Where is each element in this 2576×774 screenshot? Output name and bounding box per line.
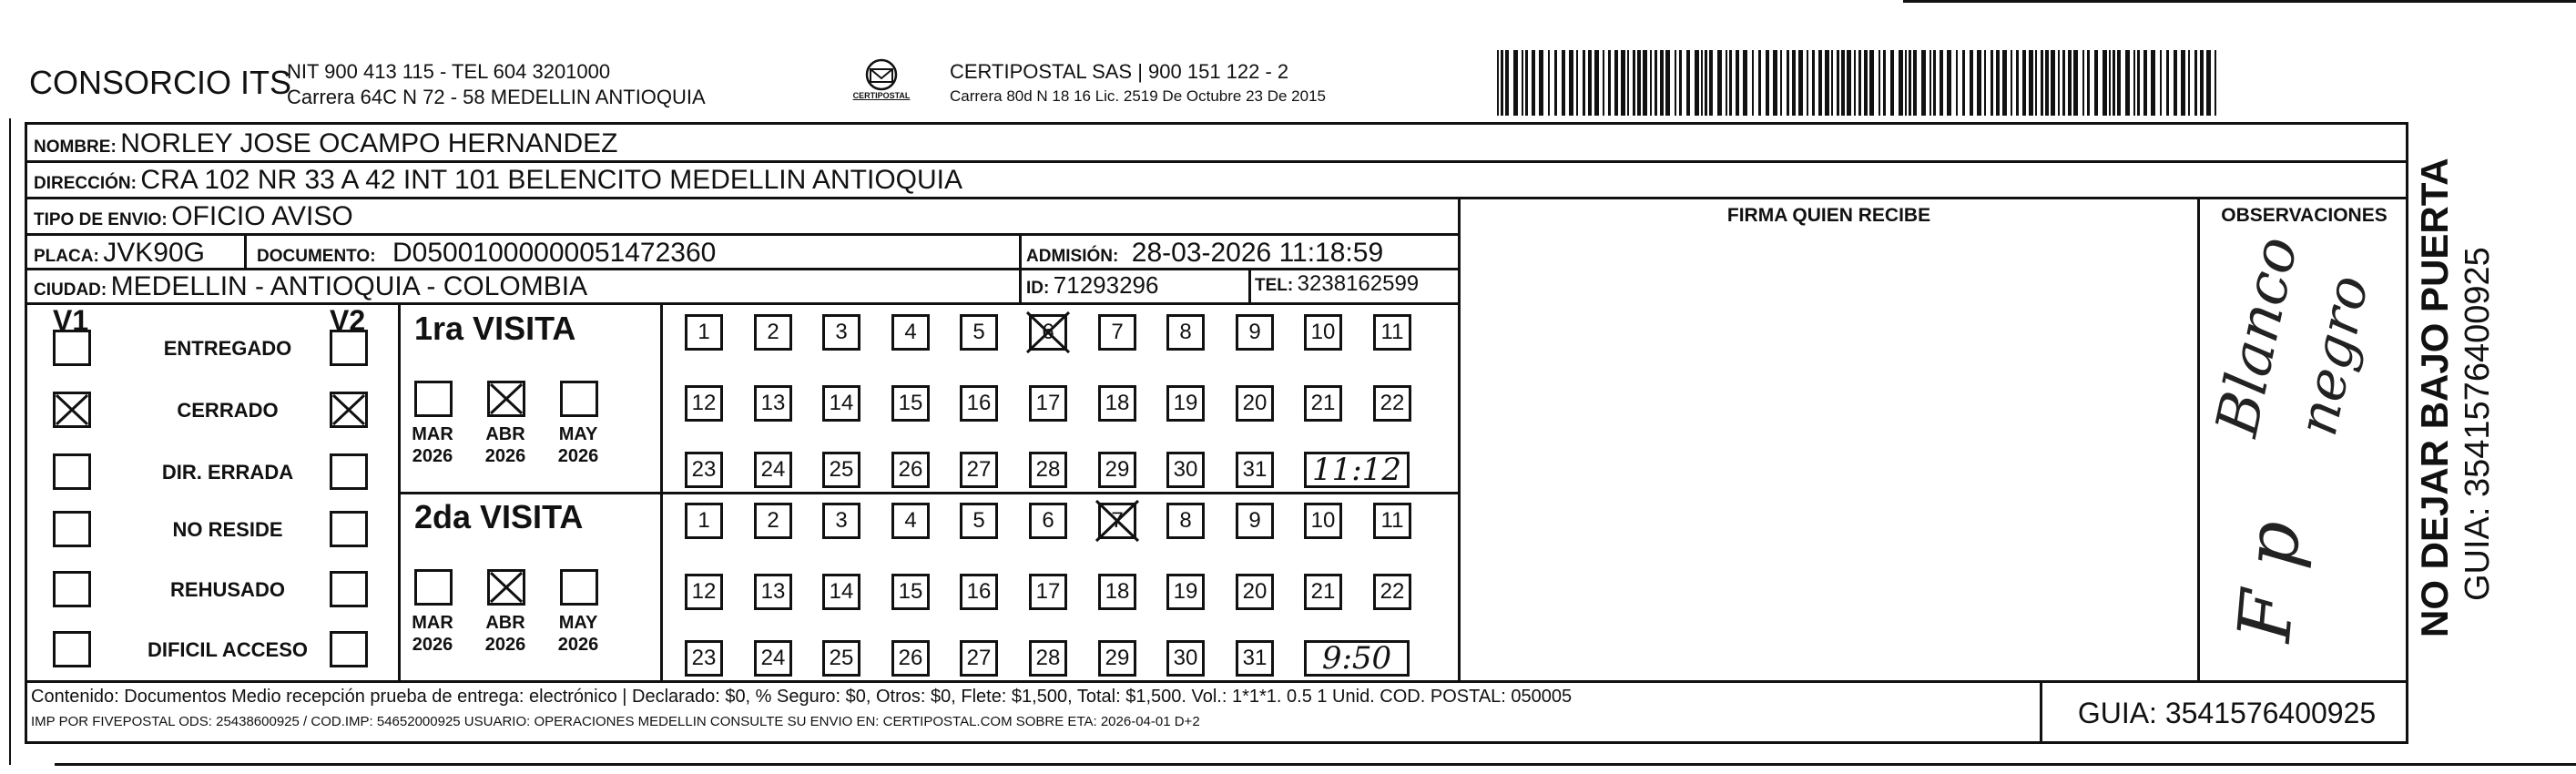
barcode-bar [1701,50,1703,116]
admission-value: 28-03-2026 11:18:59 [1131,238,1384,268]
v1-check-mark [53,392,91,428]
day-cell[interactable]: 5 [960,314,998,351]
day-cell[interactable]: 9 [1236,503,1274,539]
barcode-bar [1497,50,1499,116]
month-checkbox[interactable] [560,569,598,606]
envelope-icon [854,55,909,109]
barcode-bar [1921,50,1926,116]
day-cell[interactable]: 1 [685,503,723,539]
footer-content: Contenido: Documentos Medio recepción prueba de entrega: electrónico | Declarado: $0, % Seguro: $0, Otros: $0, Flete: $1,500, Total: $1,500. Vol.: 1*1*1. 0.5 1 Unid. COD. POSTAL: 050005 [31,687,1573,707]
observations-column-divider [2197,197,2200,680]
footer-guia: GUIA: 3541576400925 [2077,697,2377,729]
day-cell[interactable]: 11 [1373,314,1411,351]
barcode-bar [1913,50,1917,116]
observation-handwriting-1: Blanco [2204,230,2312,443]
day-cell[interactable]: 17 [1029,574,1067,610]
carrier-line-1: CERTIPOSTAL SAS | 900 151 122 - 2 [950,60,1289,83]
visit-time[interactable]: 11:12 [1304,452,1410,488]
day-cell[interactable]: 23 [685,640,723,677]
barcode-bar [2133,50,2135,116]
barcode-bar [1729,50,1732,116]
barcode-bar [1825,50,1829,116]
day-check-mark [1023,309,1073,356]
barcode-bar [1594,50,1599,116]
day-cell[interactable]: 16 [960,385,998,422]
barcode-bar [1864,50,1868,116]
barcode-bar [1837,50,1839,116]
barcode-bar [2041,50,2043,116]
document-value: D05001000000051472360 [392,238,717,268]
month-label: MAR [412,424,453,444]
day-cell[interactable]: 18 [1098,385,1136,422]
barcode-bar [2073,50,2078,116]
month-checkbox[interactable] [414,381,453,417]
barcode-bar [1854,50,1856,116]
day-cell[interactable]: 12 [685,385,723,422]
barcode-bar [1603,50,1604,116]
v2-header: V2 [330,304,366,337]
month-label: ABR [485,613,525,633]
id-label: ID: [1026,279,1050,298]
city-label: CIUDAD: [34,280,107,300]
barcode-bar [1752,50,1754,116]
logo-text: CERTIPOSTAL [852,91,911,100]
day-cell[interactable]: 22 [1373,574,1411,610]
barcode-bar [2181,50,2185,116]
day-cell[interactable]: 25 [822,452,860,488]
v1-checkbox[interactable] [53,330,91,366]
barcode-bar [1709,50,1713,116]
day-cell[interactable]: 9 [1236,314,1274,351]
barcode-bar [1643,50,1647,116]
day-cell[interactable]: 10 [1304,314,1342,351]
day-cell[interactable]: 21 [1304,574,1342,610]
day-cell[interactable]: 30 [1166,640,1205,677]
barcode-bar [2094,50,2098,116]
day-cell[interactable]: 15 [891,574,930,610]
sender-line-2: Carrera 64C N 72 - 58 MEDELLIN ANTIOQUIA [287,86,706,108]
barcode-bar [1991,50,1993,116]
barcode-bar [1548,50,1550,116]
barcode-bar [1686,50,1690,116]
year-label: 2026 [412,635,453,655]
status-label: DIFICIL ACCESO [147,638,308,661]
v2-checkbox[interactable] [330,453,368,490]
barcode-bar [1807,50,1808,116]
barcode-bar [1717,50,1722,116]
barcode-bar [1766,50,1769,116]
status-label: DIR. ERRADA [161,461,294,484]
barcode-bar [1614,50,1618,116]
barcode-bar [1869,50,1874,116]
v1-checkbox[interactable] [53,511,91,547]
day-cell[interactable]: 2 [754,503,792,539]
barcode-bar [1525,50,1528,116]
barcode-bar [1977,50,1981,116]
barcode-bar [1695,50,1699,116]
barcode-bar [1847,50,1851,116]
day-cell[interactable]: 8 [1166,314,1205,351]
v2-checkbox[interactable] [330,330,368,366]
barcode-bar [1513,50,1518,116]
day-cell[interactable]: 21 [1304,385,1342,422]
day-cell[interactable]: 15 [891,385,930,422]
barcode-bar [2160,50,2162,116]
month-check-mark [487,569,525,606]
tel-value: 3238162599 [1297,271,1420,296]
observation-handwriting-2: negro [2286,270,2382,442]
day-cell[interactable]: 14 [822,385,860,422]
sender-line-1: NIT 900 413 115 - TEL 604 3201000 [287,60,611,83]
certipostal-logo [854,55,909,109]
day-cell[interactable]: 22 [1373,385,1411,422]
barcode-bar [2062,50,2065,116]
month-label: MAR [412,613,453,633]
v1-checkbox[interactable] [53,631,91,667]
day-cell[interactable]: 17 [1029,385,1067,422]
day-cell[interactable]: 7 [1098,314,1136,351]
barcode-bar [1841,50,1845,116]
day-cell[interactable]: 28 [1029,452,1067,488]
barcode-bar [2151,50,2155,116]
barcode-bar [1970,50,1973,116]
barcode-bar [1633,50,1635,116]
v2-check-mark [330,392,368,428]
admission-label: ADMISIÓN: [1026,247,1119,266]
barcode-bar [2035,50,2037,116]
barcode-bar [1883,50,1886,116]
barcode-bar [1947,50,1951,116]
day-cell[interactable]: 20 [1236,574,1274,610]
day-cell[interactable]: 1 [685,314,723,351]
barcode-bar [1899,50,1903,116]
bottom-edge-line [55,763,2576,766]
barcode-bar [1679,50,1682,116]
left-edge-line [9,118,11,765]
day-cell[interactable]: 27 [960,640,998,677]
barcode-bar [1665,50,1670,116]
barcode-bar [2103,50,2107,116]
day-cell[interactable]: 31 [1236,452,1274,488]
barcode-bar [1660,50,1664,116]
month-label: ABR [485,424,525,444]
barcode-bar [1909,50,1911,116]
day-cell[interactable]: 24 [754,452,792,488]
barcode-bar [1705,50,1707,116]
barcode-bar [2143,50,2147,116]
barcode-bar [2174,50,2177,116]
visit-title: 1ra VISITA [414,310,576,347]
barcode-bar [1773,50,1777,116]
barcode-bar [2125,50,2130,116]
day-cell[interactable]: 7 [1098,503,1136,539]
day-cell[interactable]: 20 [1236,385,1274,422]
name-label: NOMBRE: [34,137,117,157]
side-guia: GUIA: 3541576400925 [2459,247,2497,601]
status-label: REHUSADO [170,578,285,601]
barcode-bar [2215,50,2216,116]
barcode-bar [1501,50,1503,116]
day-cell[interactable]: 6 [1029,314,1067,351]
document-label: DOCUMENTO: [257,247,376,266]
barcode-bar [1554,50,1557,116]
day-cell[interactable]: 25 [822,640,860,677]
barcode-bar [1812,50,1815,116]
barcode [1497,50,2222,116]
barcode-bar [2045,50,2049,116]
barcode-bar [1929,50,1931,116]
day-cell[interactable]: 27 [960,452,998,488]
day-cell[interactable]: 13 [754,385,792,422]
barcode-bar [1583,50,1585,116]
barcode-bar [1956,50,1958,116]
top-edge-line [1903,0,2576,3]
barcode-bar [1562,50,1565,116]
barcode-bar [2200,50,2204,116]
year-label: 2026 [557,635,599,655]
observations-header: OBSERVACIONES [2221,205,2388,226]
day-cell[interactable]: 10 [1304,503,1342,539]
v1-checkbox[interactable] [53,453,91,490]
barcode-bar [1984,50,1986,116]
barcode-bar [2016,50,2019,116]
barcode-bar [1905,50,1907,116]
barcode-bar [1576,50,1578,116]
barcode-bar [1621,50,1625,116]
year-label: 2026 [484,635,526,655]
day-cell[interactable]: 18 [1098,574,1136,610]
barcode-bar [1780,50,1782,116]
barcode-bar [1655,50,1657,116]
day-cell[interactable]: 4 [891,314,930,351]
day-cell[interactable]: 29 [1098,452,1136,488]
v2-checkbox[interactable] [330,631,368,667]
visit-title: 2da VISITA [414,498,584,535]
barcode-bar [1505,50,1509,116]
barcode-bar [1940,50,1943,116]
address-label: DIRECCIÓN: [34,174,137,193]
barcode-bar [1588,50,1592,116]
barcode-bar [2166,50,2169,116]
barcode-bar [2137,50,2140,116]
visit-time[interactable]: 9:50 [1304,640,1410,677]
status-label: CERRADO [177,399,279,422]
plate-value: JVK90G [103,238,205,268]
barcode-bar [1743,50,1747,116]
barcode-bar [1569,50,1573,116]
barcode-bar [1787,50,1789,116]
month-label: MAY [558,613,598,633]
barcode-bar [2194,50,2197,116]
month-checkbox[interactable] [414,569,453,606]
day-cell[interactable]: 24 [754,640,792,677]
barcode-bar [2117,50,2121,116]
barcode-bar [1522,50,1523,116]
barcode-bar [1758,50,1761,116]
day-cell[interactable]: 29 [1098,640,1136,677]
barcode-bar [1539,50,1543,116]
day-cell[interactable]: 4 [891,503,930,539]
v1-header: V1 [53,304,89,337]
barcode-bar [1792,50,1796,116]
v1-checkbox[interactable] [53,571,91,607]
barcode-bar [1627,50,1629,116]
barcode-bar [1798,50,1803,116]
barcode-bar [2058,50,2060,116]
barcode-bar [1858,50,1861,116]
day-cell[interactable]: 26 [891,640,930,677]
v2-checkbox[interactable] [330,571,368,607]
sender-name: CONSORCIO ITS [29,64,292,101]
barcode-bar [2002,50,2007,116]
month-check-mark [487,381,525,417]
barcode-bar [2113,50,2115,116]
status-label: NO RESIDE [172,518,283,541]
day-cell[interactable]: 19 [1166,574,1205,610]
plate-label: PLACA: [34,247,99,266]
barcode-bar [1608,50,1611,116]
day-cell[interactable]: 14 [822,574,860,610]
month-checkbox[interactable] [560,381,598,417]
day-cell[interactable]: 13 [754,574,792,610]
day-cell[interactable]: 5 [960,503,998,539]
day-cell[interactable]: 16 [960,574,998,610]
barcode-bar [1879,50,1880,116]
year-label: 2026 [557,446,599,466]
barcode-bar [2011,50,2012,116]
v2-checkbox[interactable] [330,511,368,547]
day-cell[interactable]: 2 [754,314,792,351]
year-label: 2026 [484,446,526,466]
year-label: 2026 [412,446,453,466]
barcode-bar [2029,50,2033,116]
signature-handwriting: F p [2222,517,2317,646]
day-cell[interactable]: 12 [685,574,723,610]
barcode-bar [1726,50,1727,116]
barcode-bar [1933,50,1936,116]
month-label: MAY [558,424,598,444]
recipient-address: CRA 102 NR 33 A 42 INT 101 BELENCITO MEDELLIN ANTIOQUIA [140,165,962,195]
barcode-bar [1650,50,1652,116]
carrier-line-2: Carrera 80d N 18 16 Lic. 2519 De Octubre 23 De 2015 [950,87,1326,105]
day-check-mark [1093,497,1142,545]
barcode-bar [2206,50,2211,116]
barcode-bar [2188,50,2190,116]
footer-imp: IMP POR FIVEPOSTAL ODS: 25438600925 / COD.IMP: 54652000925 USUARIO: OPERACIONES MEDELLIN CONSULTE SU ENVIO EN: CERTIPOSTAL.COM SOBRE ETA: 2026-04-01 D+2 [31,714,1200,729]
signature-header: FIRMA QUIEN RECIBE [1726,205,1931,226]
day-cell[interactable]: 28 [1029,640,1067,677]
day-cell[interactable]: 8 [1166,503,1205,539]
city-value: MEDELLIN - ANTIOQUIA - COLOMBIA [110,271,588,301]
barcode-bar [2082,50,2084,116]
id-value: 71293296 [1053,271,1159,299]
barcode-bar [1962,50,1965,116]
barcode-bar [2022,50,2026,116]
barcode-bar [1637,50,1641,116]
status-label: ENTREGADO [163,337,292,360]
barcode-bar [1996,50,2000,116]
recipient-name: NORLEY JOSE OCAMPO HERNANDEZ [120,128,618,158]
shipment-type: OFICIO AVISO [171,201,353,231]
day-cell[interactable]: 11 [1373,503,1411,539]
day-cell[interactable]: 26 [891,452,930,488]
barcode-bar [2051,50,2055,116]
type-label: TIPO DE ENVIO: [34,210,168,229]
barcode-bar [2109,50,2111,116]
barcode-bar [1890,50,1894,116]
day-cell[interactable]: 30 [1166,452,1205,488]
barcode-bar [1736,50,1739,116]
side-notice: NO DEJAR BAJO PUERTA [2413,158,2456,637]
day-cell[interactable]: 31 [1236,640,1274,677]
barcode-bar [1831,50,1833,116]
day-cell[interactable]: 3 [822,503,860,539]
tel-label: TEL: [1255,276,1294,295]
day-cell[interactable]: 6 [1029,503,1067,539]
day-cell[interactable]: 23 [685,452,723,488]
barcode-bar [2068,50,2072,116]
barcode-bar [1532,50,1535,116]
barcode-bar [2087,50,2090,116]
signature-column-divider [1458,197,1461,680]
day-cell[interactable]: 19 [1166,385,1205,422]
day-cell[interactable]: 3 [822,314,860,351]
barcode-bar [1675,50,1676,116]
barcode-bar [1818,50,1822,116]
